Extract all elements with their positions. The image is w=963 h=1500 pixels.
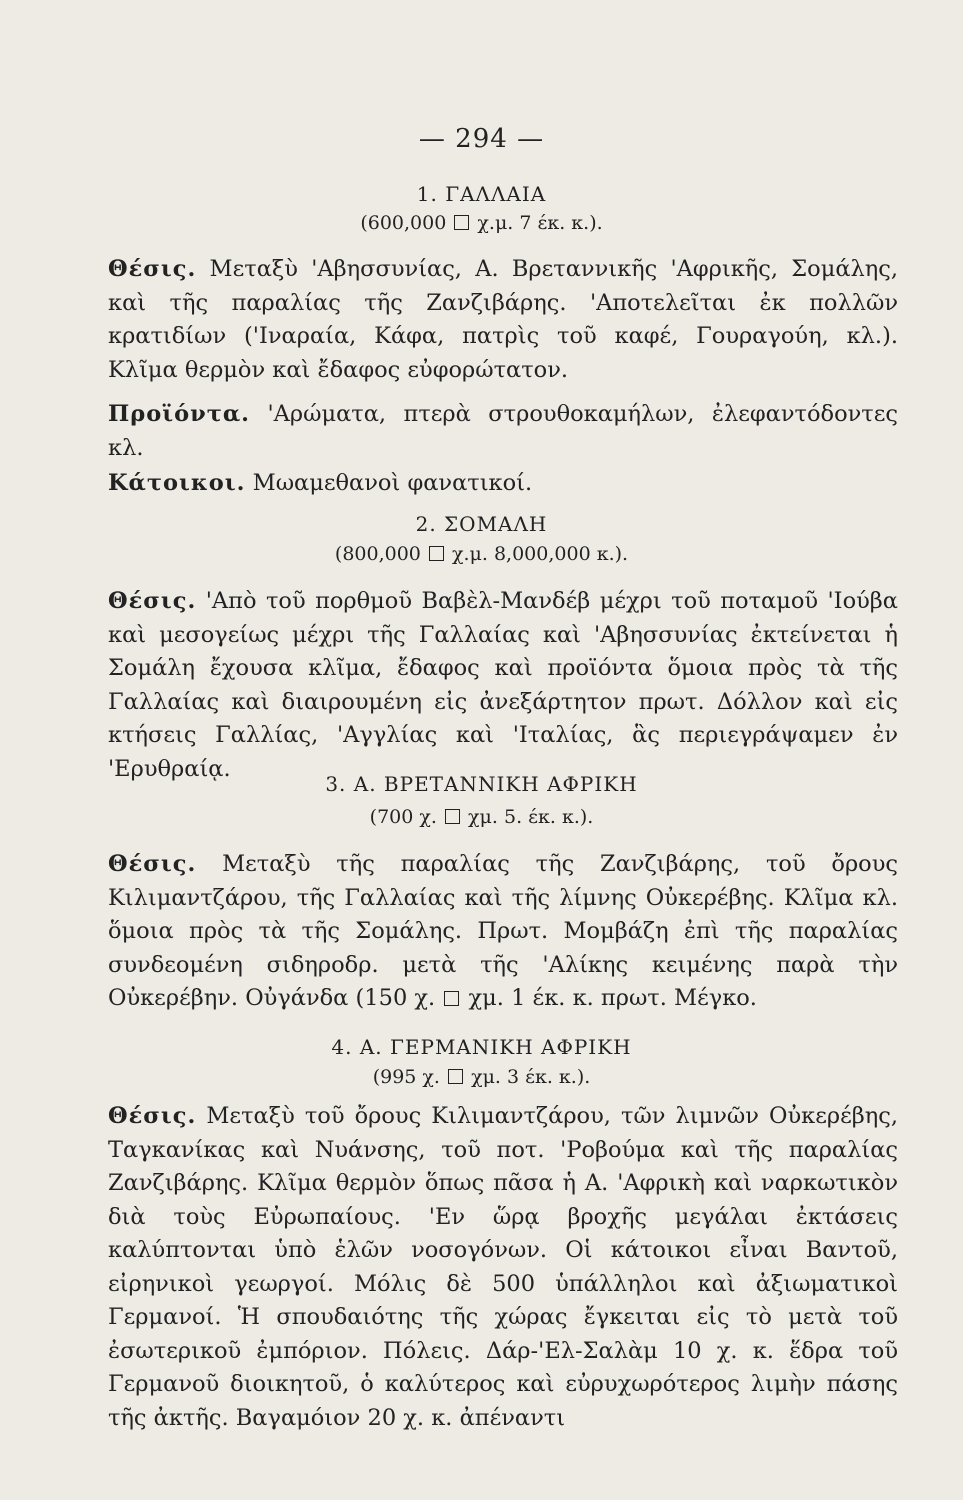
paragraph-galla-position [108, 253, 898, 387]
section-heading-somali: 2. ΣΟΜΑΛΗ [415, 512, 548, 536]
paragraph-term: Θέσις. [108, 588, 197, 614]
paragraph-text: 'Αρώματα, πτερὰ στρουθοκαμήλων, ἐλεφαντόδοντες κλ. [108, 401, 898, 461]
area-value: (800,000 [334, 543, 421, 565]
square-symbol-icon [444, 991, 459, 1006]
paragraph-term: Προϊόντα. [108, 401, 251, 427]
section-heading-british-east-africa: 3. Α. ΒΡΕΤΑΝΝΙΚΗ ΑΦΡΙΚΗ [325, 772, 638, 796]
area-value: (700 χ. [369, 806, 437, 828]
section-area-british-east-africa [0, 806, 963, 828]
area-population: χμ. 3 έκ. κ.). [471, 1066, 591, 1088]
paragraph-term: Θέσις. [108, 851, 197, 877]
section-area-galla [0, 212, 963, 234]
paragraph-text: Μεταξὺ τοῦ ὄρους Κιλιμαντζάρου, τῶν λιμνῶν Οὐκερέβης, Ταγκανίκας καὶ Νυάνσης, τοῦ ποτ. 'Ροβούμα καὶ τῆς παραλίας Ζανζιβάρης. Κλῖμα θερμὸν ὅπως πᾶσα ἡ Α. 'Αφρικὴ καὶ ναρκωτικὸν διὰ τοὺς Εὐρωπαίους. 'Εν ὥρᾳ βροχῆς μεγάλαι ἐκτάσεις καλύπτονται ὑπὸ ἑλῶν νοσογόνων. Οἱ κάτοικοι εἶναι Βαντοῦ, εἰρηνικοὶ γεωργοί. Μόλις δὲ 500 ὑπάλληλοι καὶ ἀξιωματικοὶ Γερμανοί. Ἡ σπουδαιότης τῆς χώρας ἔγκειται εἰς τὸ μετὰ τοῦ ἐσωτερικοῦ ἐμπόριον. Πόλεις. Δάρ-'Ελ-Σαλὰμ 10 χ. κ. ἕδρα τοῦ Γερμανοῦ διοικητοῦ, ὁ καλύτερος καὶ εὐρυχωρότερος λιμὴν πάσης τῆς ἀκτῆς. Βαγαμόιον 20 χ. κ. ἀπέναντι [108, 1103, 898, 1431]
area-value: (600,000 [360, 212, 447, 234]
square-symbol-icon [429, 546, 444, 561]
section-area-somali [0, 543, 963, 565]
paragraph-somali-position [108, 585, 898, 786]
paragraph-term: Θέσις. [108, 256, 197, 282]
paragraph-text: Μεταξὺ 'Αβησσυνίας, Α. Βρεταννικῆς 'Αφρικῆς, Σομάλης, καὶ τῆς παραλίας τῆς Ζανζιβάρης. 'Αποτελεῖται ἐκ πολλῶν κρατιδίων ('Ιναραία, Κάφα, πατρὶς τοῦ καφέ, Γουραγούη, κλ.). Κλῖμα θερμὸν καὶ ἔδαφος εὐφορώτατον. [108, 256, 899, 383]
paragraph-galla-inhabitants [108, 467, 898, 501]
page-number: — 294 — [418, 124, 545, 154]
section-heading-galla: 1. ΓΑΛΛΑΙΑ [416, 182, 547, 206]
paragraph-text-continued: χμ. 1 έκ. κ. πρωτ. Μέγκο. [468, 985, 757, 1011]
paragraph-galla-products [108, 398, 898, 465]
square-symbol-icon [445, 809, 460, 824]
section-area-german-east-africa [0, 1066, 963, 1088]
paragraph-term: Κάτοικοι. [108, 470, 246, 496]
section-heading-german-east-africa: 4. Α. ΓΕΡΜΑΝΙΚΗ ΑΦΡΙΚΗ [331, 1035, 632, 1059]
square-symbol-icon [448, 1069, 463, 1084]
area-population: χ.μ. 7 έκ. κ.). [477, 212, 603, 234]
paragraph-british-east-africa-position [108, 848, 898, 1016]
paragraph-text: 'Απὸ τοῦ πορθμοῦ Βαβὲλ-Μανδέβ μέχρι τοῦ ποταμοῦ 'Ιούβα καὶ μεσογείως μέχρι τῆς Γαλλαίας καὶ 'Αβησσυνίας ἐκτείνεται ἡ Σομάλη ἔχουσα κλῖμα, ἔδαφος καὶ προϊόντα ὅμοια πρὸς τὰ τῆς Γαλλαίας καὶ διαιρουμένη εἰς ἀνεξάρτητον πρωτ. Δόλλον καὶ εἰς κτήσεις Γαλλίας, 'Αγγλίας καὶ 'Ιταλίας, ἃς περιεγράψαμεν ἐν 'Ερυθραίᾳ. [108, 588, 898, 782]
area-value: (995 χ. [372, 1066, 440, 1088]
paragraph-term: Θέσις. [108, 1103, 197, 1129]
paragraph-text: Μεταξὺ τῆς παραλίας τῆς Ζανζιβάρης, τοῦ ὄρους Κιλιμαντζάρου, τῆς Γαλλαίας καὶ τῆς λίμνης Οὐκερέβης. Κλῖμα κλ. ὅμοια πρὸς τὰ τῆς Σομάλης. Πρωτ. Μομβάζη ἐπὶ τῆς παραλίας συνδεομένη σιδηροδρ. μετὰ τῆς 'Αλίκης κειμένης παρὰ τὴν Οὐκερέβην. Οὐγάνδα (150 χ. [108, 851, 898, 1011]
paragraph-german-east-africa-position [108, 1100, 898, 1435]
area-population: χμ. 5. έκ. κ.). [468, 806, 594, 828]
paragraph-text: Μωαμεθανοὶ φανατικοί. [252, 470, 533, 496]
square-symbol-icon [454, 215, 469, 230]
area-population: χ.μ. 8,000,000 κ.). [451, 543, 629, 565]
